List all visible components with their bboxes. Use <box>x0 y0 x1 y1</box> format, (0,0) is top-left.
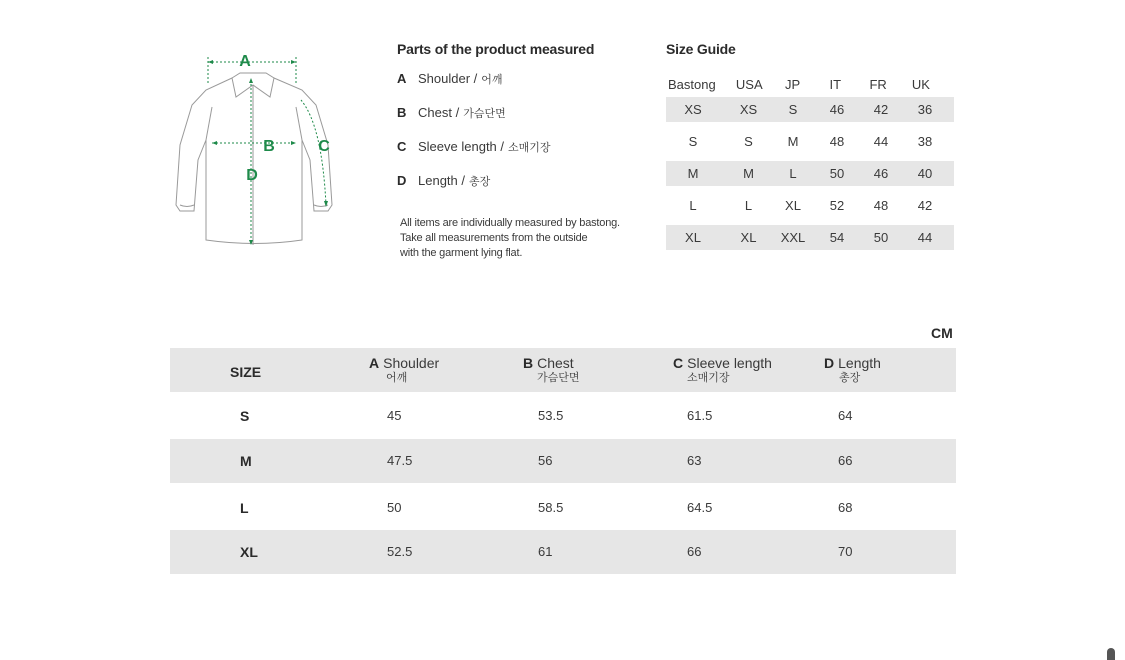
parts-note-line: All items are individually measured by bastong. <box>400 217 620 229</box>
column-letter: D <box>824 355 835 371</box>
column-ko: 가슴단면 <box>537 371 580 384</box>
diagram-label-d: D <box>246 167 258 184</box>
size-guide-cell: L <box>689 198 697 213</box>
size-guide-cell: M <box>687 166 699 181</box>
shoulder-column-header <box>369 355 439 385</box>
measurement-row <box>170 483 956 530</box>
diagram-label-b: B <box>263 138 275 155</box>
size-guide-cell: 44 <box>873 134 889 149</box>
size-guide-row <box>666 122 954 161</box>
size-guide-header: FR <box>869 76 887 92</box>
size-guide-cell: 40 <box>917 166 933 181</box>
shirt-outline-icon <box>170 45 345 255</box>
column-ko: 어깨 <box>386 371 408 384</box>
row-size: S <box>240 408 250 424</box>
diagram-label-c: C <box>318 138 330 155</box>
size-guide-row <box>666 225 954 250</box>
row-length: 66 <box>838 453 853 468</box>
size-guide-header-row <box>666 71 954 97</box>
size-guide-header: UK <box>911 76 930 92</box>
size-guide-table <box>666 71 954 250</box>
parts-ko: 소매기장 <box>508 141 551 154</box>
row-length: 68 <box>838 500 853 515</box>
parts-section <box>397 41 647 259</box>
size-guide-cell: S <box>788 102 798 117</box>
row-chest: 61 <box>538 544 553 559</box>
row-size: L <box>240 500 249 516</box>
size-guide-cell: 36 <box>917 102 933 117</box>
column-ko: 총장 <box>839 371 861 384</box>
parts-item <box>397 105 647 139</box>
parts-note-line: with the garment lying flat. <box>400 247 523 259</box>
row-chest: 53.5 <box>538 408 564 423</box>
size-guide-cell: 42 <box>917 198 933 213</box>
size-guide-cell: M <box>787 134 799 149</box>
measurement-table <box>170 348 956 574</box>
row-sleeve: 64.5 <box>687 500 713 515</box>
size-guide-cell: L <box>789 166 797 181</box>
diagram-label-a: A <box>239 53 251 70</box>
row-sleeve: 66 <box>687 544 702 559</box>
size-guide-cell: XL <box>785 198 801 213</box>
row-size: M <box>240 453 252 469</box>
size-guide-cell: 50 <box>829 166 845 181</box>
parts-name: Sleeve length / <box>418 139 505 154</box>
size-guide-cell: XXL <box>780 230 806 245</box>
column-name: Shoulder <box>383 355 440 371</box>
parts-note <box>400 216 650 261</box>
size-guide-cell: 48 <box>829 134 845 149</box>
size-guide-header: JP <box>784 76 801 92</box>
parts-name: Shoulder / <box>418 71 478 86</box>
column-ko: 소매기장 <box>687 371 730 384</box>
column-name: Chest <box>537 355 574 371</box>
size-guide-cell: 54 <box>829 230 845 245</box>
size-guide-cell: 48 <box>873 198 889 213</box>
size-guide-cell: L <box>744 198 753 213</box>
row-shoulder: 50 <box>387 500 402 515</box>
parts-letter: D <box>397 173 407 188</box>
column-name: Length <box>838 355 881 371</box>
size-guide-cell: XS <box>739 102 758 117</box>
column-letter: A <box>369 355 380 371</box>
scroll-handle[interactable] <box>1107 648 1115 660</box>
size-guide-cell: XS <box>684 102 702 117</box>
parts-name: Chest / <box>418 105 460 120</box>
size-guide-row <box>666 97 954 122</box>
size-guide-cell: 52 <box>829 198 845 213</box>
sleeve-column-header <box>673 355 772 385</box>
parts-letter: A <box>397 71 407 86</box>
parts-letter: B <box>397 105 407 120</box>
parts-note-line: Take all measurements from the outside <box>400 232 588 244</box>
size-guide-cell: M <box>743 166 754 181</box>
column-letter: B <box>523 355 534 371</box>
measurement-row <box>170 439 956 483</box>
parts-ko: 가슴단면 <box>463 107 506 120</box>
parts-name: Length / <box>418 173 465 188</box>
row-shoulder: 47.5 <box>387 453 413 468</box>
size-guide-cell: XL <box>685 230 701 245</box>
measurement-row <box>170 530 956 574</box>
size-guide-header: USA <box>735 76 763 92</box>
row-length: 64 <box>838 408 853 423</box>
length-column-header <box>824 355 881 385</box>
size-guide-cell: XL <box>740 230 757 245</box>
parts-item <box>397 173 647 207</box>
column-name: Sleeve length <box>687 355 772 371</box>
size-guide-cell: 38 <box>917 134 933 149</box>
size-guide-cell: 42 <box>873 102 889 117</box>
row-chest: 56 <box>538 453 553 468</box>
parts-ko: 총장 <box>469 175 491 188</box>
parts-item <box>397 71 647 105</box>
row-shoulder: 45 <box>387 408 402 423</box>
chest-column-header <box>523 355 580 385</box>
garment-diagram <box>170 45 345 255</box>
size-guide-cell: S <box>688 134 698 149</box>
size-guide-row <box>666 161 954 186</box>
parts-item <box>397 139 647 173</box>
size-guide-cell: 50 <box>873 230 889 245</box>
size-guide-cell: 44 <box>917 230 933 245</box>
row-sleeve: 61.5 <box>687 408 713 423</box>
size-guide-row <box>666 186 954 225</box>
row-shoulder: 52.5 <box>387 544 413 559</box>
row-size: XL <box>240 544 258 560</box>
measurement-header-row <box>170 348 956 392</box>
row-length: 70 <box>838 544 853 559</box>
measurement-row <box>170 392 956 439</box>
unit-label: CM <box>931 325 953 341</box>
size-column-header: SIZE <box>230 364 262 380</box>
parts-list <box>397 71 647 207</box>
parts-letter: C <box>397 139 407 154</box>
size-guide-cell: S <box>744 134 753 149</box>
parts-title: Parts of the product measured <box>397 41 595 57</box>
size-guide-header: Bastong <box>668 76 716 92</box>
size-guide-cell: 46 <box>873 166 889 181</box>
size-guide-cell: 46 <box>829 102 845 117</box>
size-guide-title: Size Guide <box>666 41 736 57</box>
row-chest: 58.5 <box>538 500 564 515</box>
parts-ko: 어깨 <box>481 73 503 86</box>
size-guide-header: IT <box>829 76 842 92</box>
size-guide <box>666 41 956 245</box>
row-sleeve: 63 <box>687 453 702 468</box>
column-letter: C <box>673 355 684 371</box>
